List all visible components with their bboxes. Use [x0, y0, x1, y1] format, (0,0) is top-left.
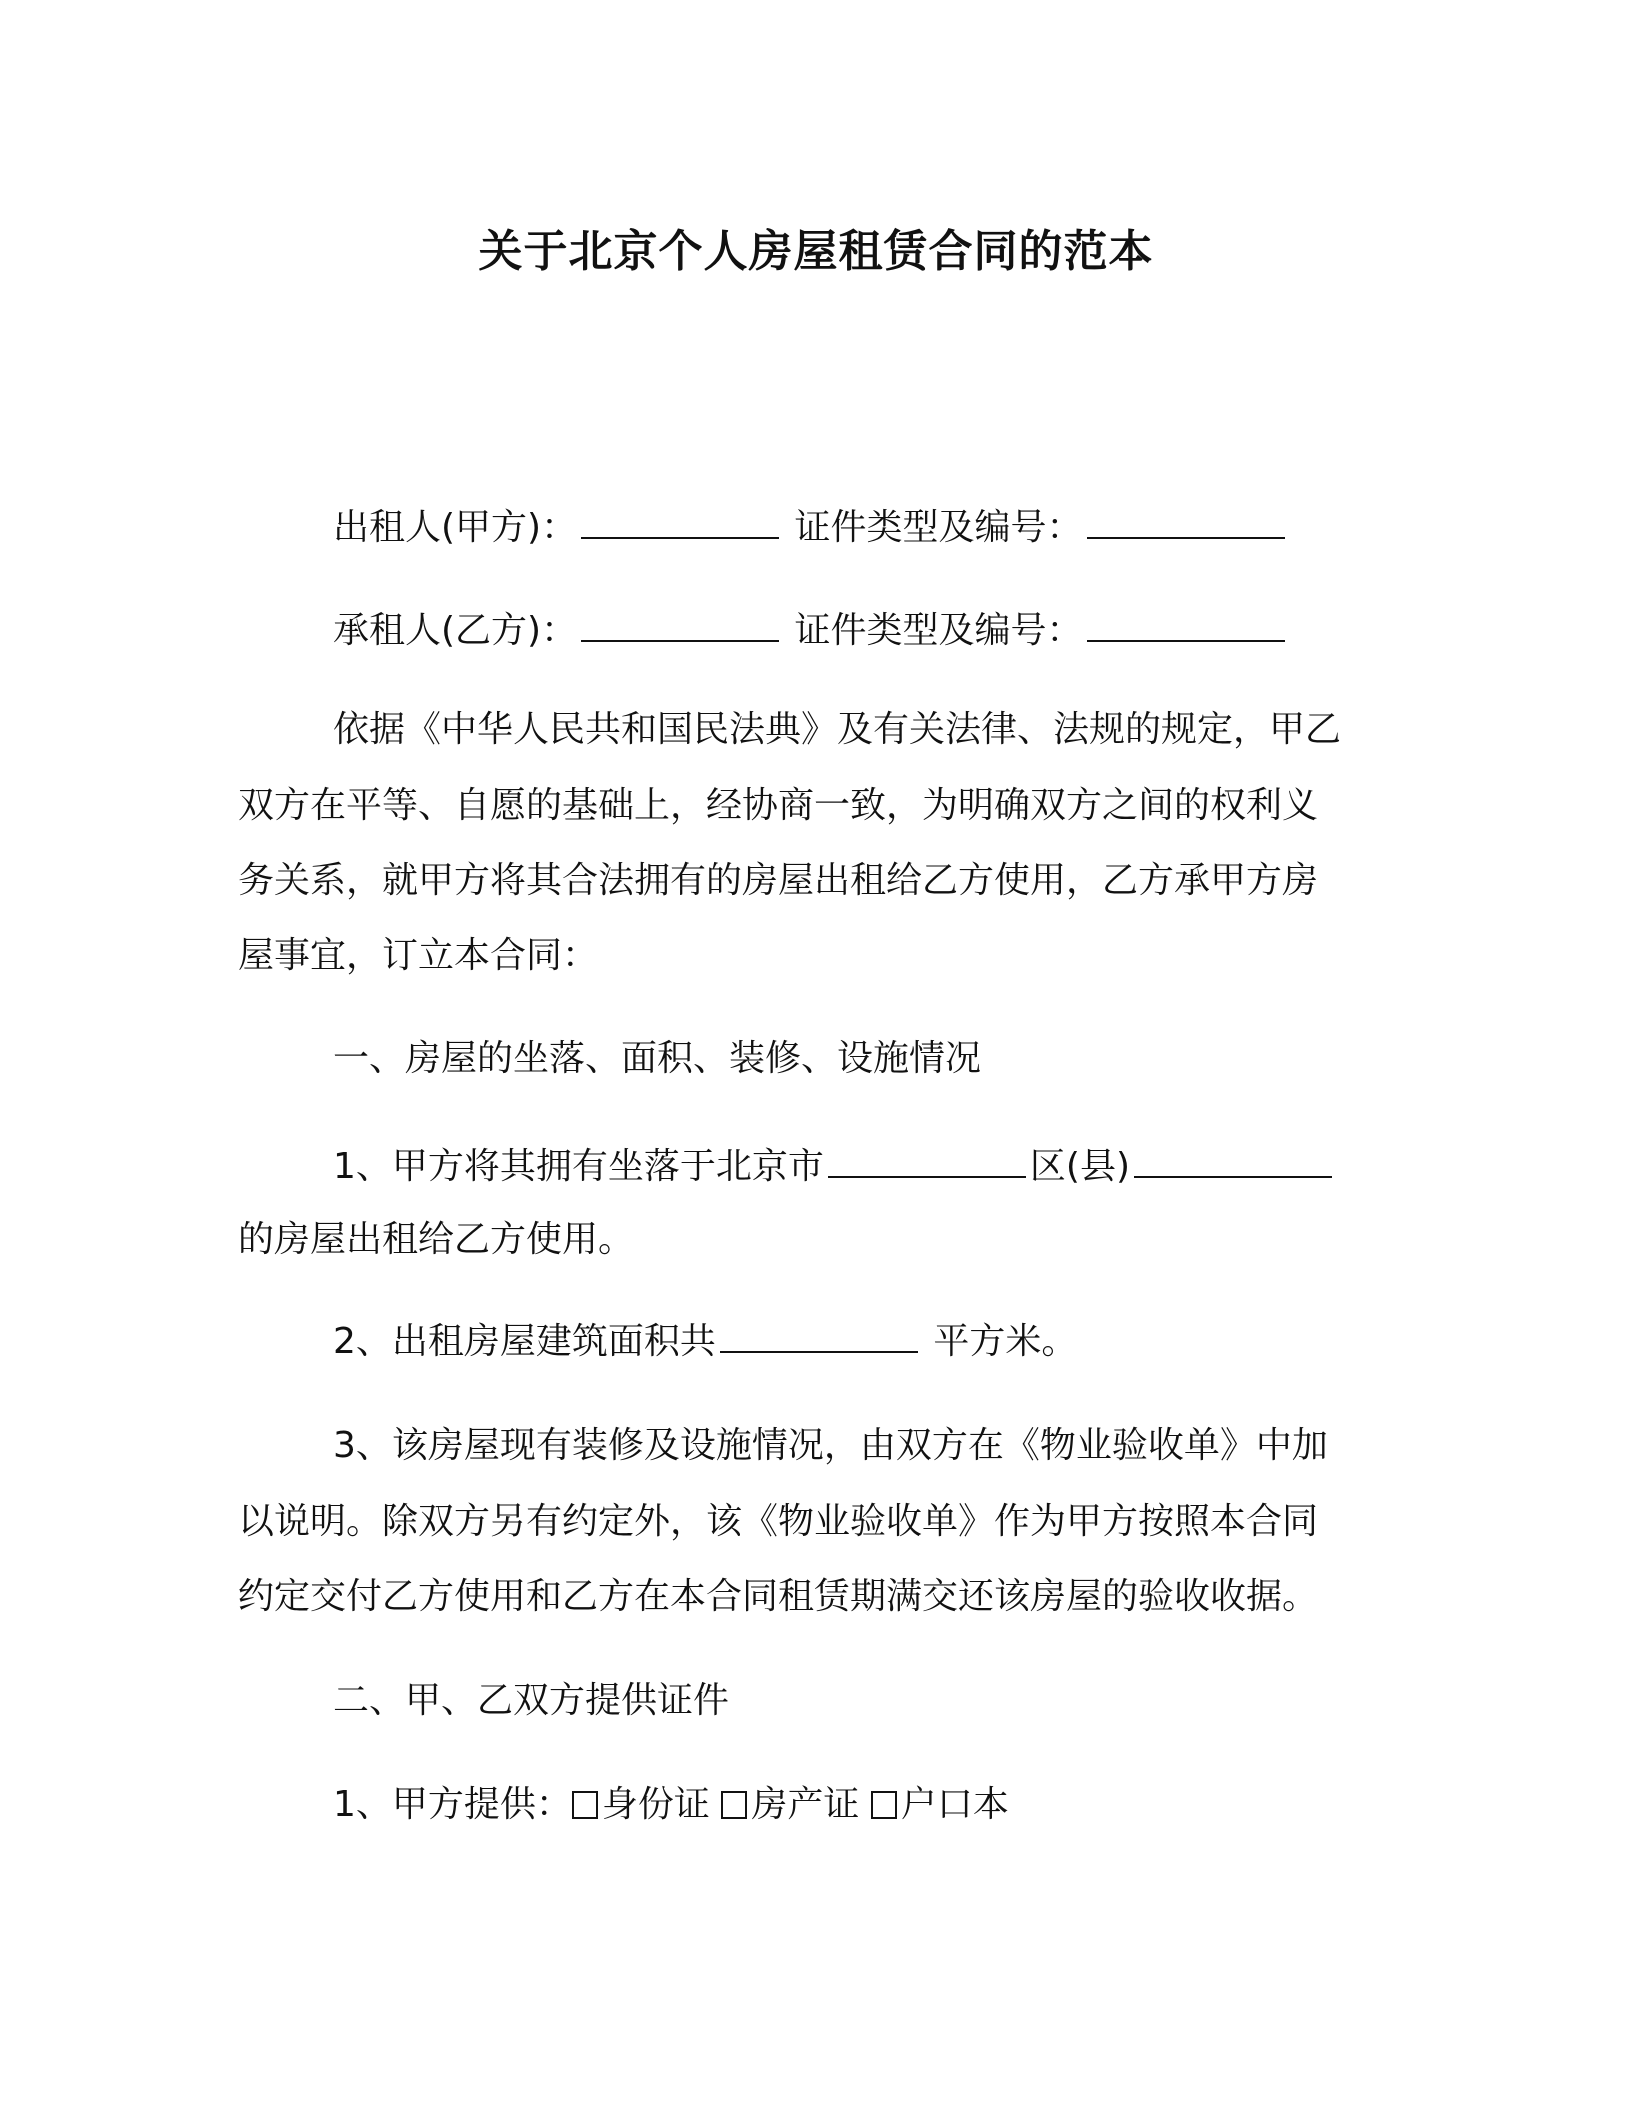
lessee-id-blank [1087, 606, 1285, 642]
lessor-label: 出租人(甲方)： [333, 507, 578, 548]
household-register-checkbox[interactable] [871, 1791, 897, 1819]
item1-mid: 区(县) [1029, 1146, 1130, 1187]
section1-item1-line1 [333, 1142, 1336, 1191]
item2-suffix: 平方米。 [933, 1321, 1078, 1362]
section2-heading: 二、甲、乙双方提供证件 [333, 1680, 730, 1721]
lessor-id-label: 证件类型及编号： [794, 507, 1083, 548]
lessee-id-label: 证件类型及编号： [794, 610, 1083, 651]
section1-heading: 一、房屋的坐落、面积、装修、设施情况 [333, 1038, 982, 1079]
district-blank [1134, 1142, 1332, 1178]
lessee-label: 承租人(乙方)： [333, 610, 578, 651]
area-blank [720, 1317, 918, 1353]
section1-item3-line: 约定交付乙方使用和乙方在本合同租赁期满交还该房屋的验收收据。 [238, 1576, 1319, 1617]
section1-item2 [333, 1317, 1077, 1366]
section1-item3-line: 3、该房屋现有装修及设施情况，由双方在《物业验收单》中加 [333, 1425, 1328, 1466]
id-card-checkbox[interactable] [572, 1791, 598, 1819]
section1-item3-line: 以说明。除双方另有约定外，该《物业验收单》作为甲方按照本合同 [238, 1501, 1319, 1542]
lessee-line [333, 606, 1289, 655]
option-label: 房产证 [751, 1784, 860, 1825]
option-label: 户口本 [900, 1784, 1009, 1825]
item1-prefix: 1、甲方将其拥有坐落于北京市 [333, 1146, 824, 1187]
item-prefix: 1、甲方提供： [333, 1784, 572, 1825]
section2-item1 [333, 1781, 1009, 1829]
lessor-line [333, 503, 1289, 552]
item2-prefix: 2、出租房屋建筑面积共 [333, 1321, 716, 1362]
document-title: 关于北京个人房屋租赁合同的范本 [478, 226, 1154, 277]
lessor-name-blank [581, 503, 779, 539]
city-blank [828, 1142, 1026, 1178]
preamble-line: 双方在平等、自愿的基础上，经协商一致，为明确双方之间的权利义 [238, 785, 1319, 826]
preamble-line: 依据《中华人民共和国民法典》及有关法律、法规的规定，甲乙 [333, 709, 1342, 750]
preamble-line: 务关系，就甲方将其合法拥有的房屋出租给乙方使用，乙方承甲方房 [238, 860, 1319, 901]
preamble-line: 屋事宜，订立本合同： [238, 935, 599, 976]
property-cert-checkbox[interactable] [721, 1791, 747, 1819]
option-label: 身份证 [601, 1784, 710, 1825]
lessor-id-blank [1087, 503, 1285, 539]
section1-item1-line2: 的房屋出租给乙方使用。 [238, 1219, 635, 1260]
lessee-name-blank [581, 606, 779, 642]
